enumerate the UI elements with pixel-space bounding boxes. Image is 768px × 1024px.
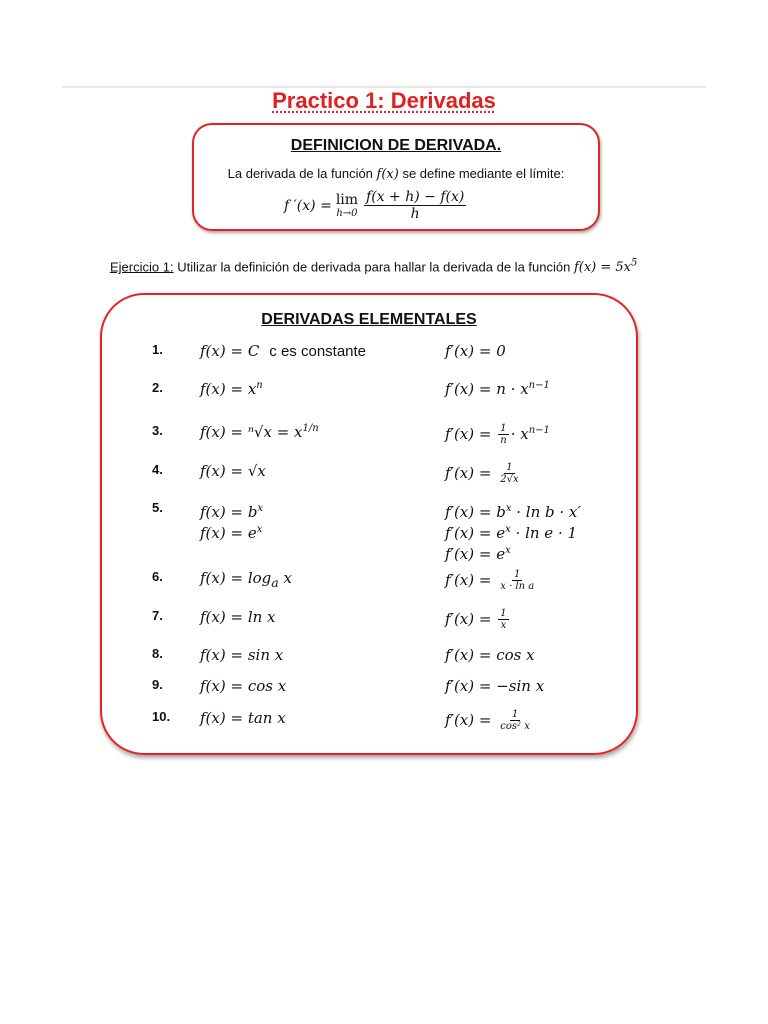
exercise-label: Ejercicio 1:	[110, 259, 174, 275]
function-cell: f(x) = C c es constante	[200, 342, 367, 360]
difference-quotient-denominator: h	[410, 206, 420, 222]
derivative-cell: f′(x) = $\frac{1}{x}$	[445, 608, 507, 631]
limit-operator	[336, 192, 358, 219]
derivative-cell: f′(x) = −sin x	[445, 677, 545, 695]
definition-text-after: se define mediante el límite:	[402, 166, 565, 181]
definition-formula	[284, 189, 468, 222]
row-number: 10.	[152, 709, 171, 724]
function-cell: $f(x) = b^x$ $f(x) = e^x$	[200, 503, 264, 542]
derivative-cell: $f'(x) = n \cdot x^{n-1}$	[445, 380, 550, 398]
row-number: 5.	[152, 500, 163, 515]
definition-heading: DEFINICION DE DERIVADA.	[290, 137, 502, 154]
function-cell: $f(x) = ^n√x = x^{1/n}$	[200, 423, 319, 441]
definition-lhs: f ′(x) =	[284, 197, 332, 214]
function-cell: $f(x) = x^n$	[200, 380, 263, 398]
definition-text	[194, 166, 598, 182]
derivative-cell: f′(x) = $\frac{1}{\text{x · ln a}}$	[445, 569, 535, 592]
function-cell: f(x) = ln x	[200, 608, 276, 626]
row-number: 6.	[152, 569, 163, 584]
derivative-cell: f′(x) = $\frac{1}{2√x}$	[445, 462, 519, 485]
row-number: 7.	[152, 608, 163, 623]
derivative-cell: f′(x) = $\frac{1}{n}$ · $x^{n-1}$	[445, 423, 550, 446]
limit-subscript: h→0	[336, 208, 358, 219]
row-number: 4.	[152, 462, 163, 477]
definition-text-before: La derivada de la función	[227, 166, 373, 181]
derivative-cell: f′(x) = cos x	[445, 646, 535, 664]
derivative-cell: f′(x) = $\frac{1}{\text{cos² x}}$	[445, 709, 530, 732]
derivative-cell: f′(x) = 0	[445, 342, 506, 360]
limit-word: lim	[335, 192, 359, 208]
exercise-text: Utilizar la definición de derivada para hallar la derivada de la función	[177, 259, 571, 275]
derivatives-table-heading: DERIVADAS ELEMENTALES	[261, 311, 477, 328]
difference-quotient-numerator: f(x + h) − f(x)	[366, 189, 465, 205]
row-number: 8.	[152, 646, 163, 661]
exercise-function: $f(x) = 5x^5$	[573, 258, 638, 276]
derivatives-table-box	[100, 293, 638, 755]
row-number: 9.	[152, 677, 163, 692]
row-number: 3.	[152, 423, 163, 438]
definition-box	[192, 123, 600, 231]
function-cell: f(x) = cos x	[200, 677, 287, 695]
row-number: 1.	[152, 342, 163, 357]
function-cell: $f(x) = \log_a x$	[200, 569, 292, 590]
definition-text-fx: f(x)	[376, 167, 399, 182]
function-cell: f(x) = tan x	[200, 709, 286, 727]
function-cell: f(x) = sin x	[200, 646, 284, 664]
difference-quotient	[364, 189, 466, 222]
derivative-cell: $f'(x) = b^x \cdot \ln b \cdot x'$ $f'(x) = e^x \cdot \ln e \cdot 1$ $f'(x) = e^x$	[445, 503, 581, 563]
exercise-statement	[110, 258, 637, 275]
function-cell: f(x) = √x	[200, 462, 266, 480]
page-title: Practico 1: Derivadas	[272, 88, 496, 113]
row-number: 2.	[152, 380, 163, 395]
